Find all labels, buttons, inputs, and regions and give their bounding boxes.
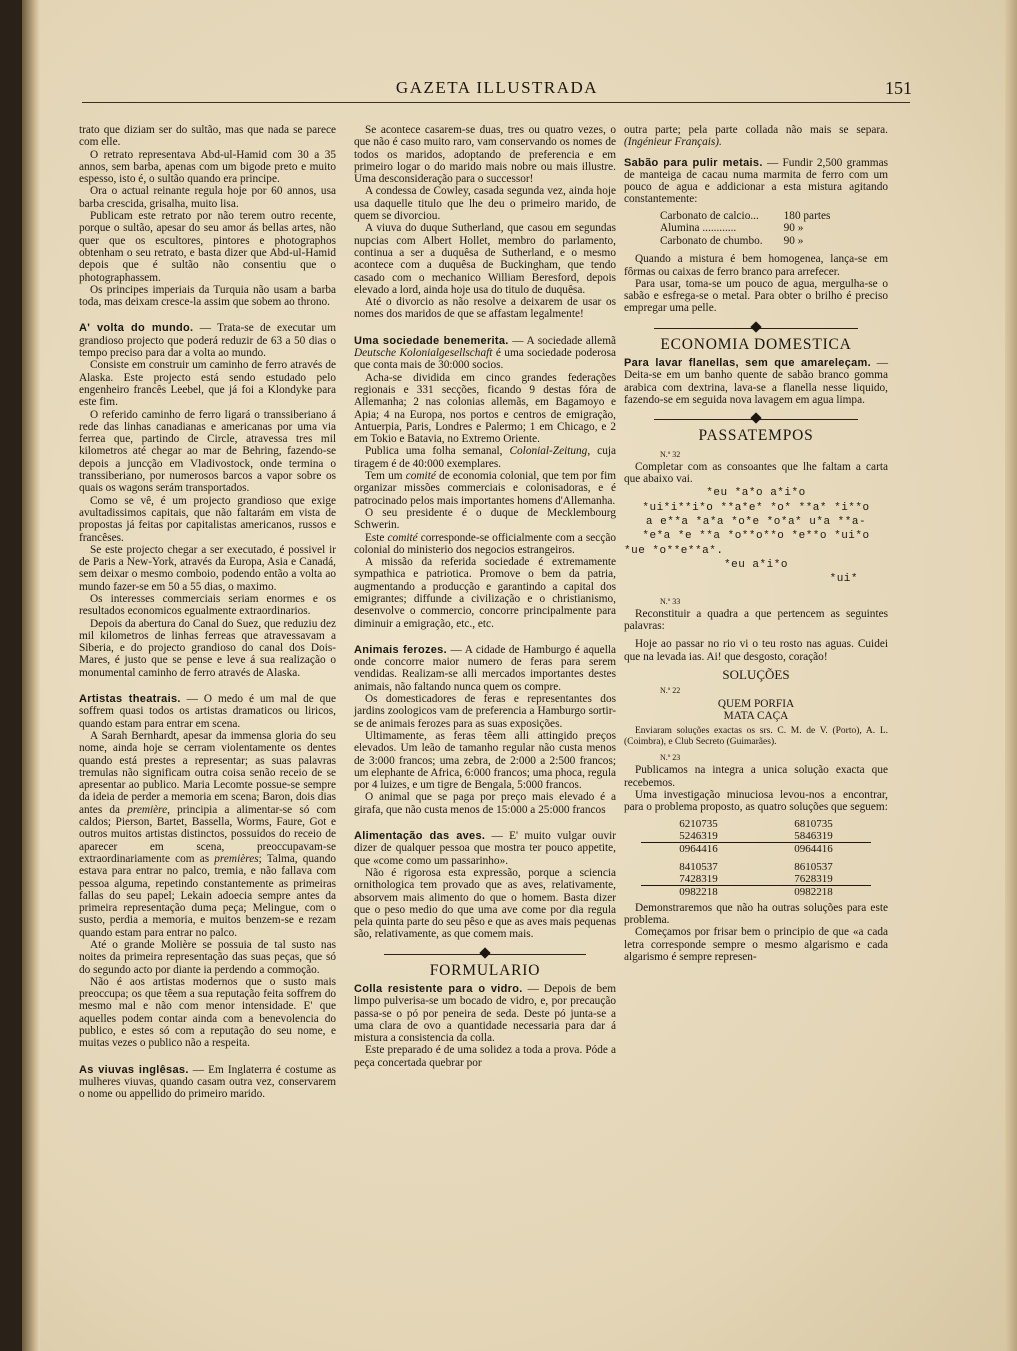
paragraph: Reconstituir a quadra a que pertencem as seguintes palavras: (624, 607, 888, 633)
paragraph: A condessa de Cowley, casada segunda vez, ainda hoje usa daquelle titulo que lhe deu o primeiro marido, de quem se divorciou. (354, 185, 616, 223)
paragraph: Se este projecto chegar a ser executado, é possivel ir de Paris a New-York, através da Europa, Asia e Canadá, sem deixar o mesmo comboio, podendo então a volta ao mundo fazer-se em 50 a 55 dias, o maximo. (79, 543, 336, 593)
paragraph: Tem um comité de economia colonial, que tem por fim organizar missões commerciais e colonisadoras, e é patrocinado pelos mais importantes homens d'Allemanha. (354, 470, 616, 507)
paragraph: Demonstraremos que não ha outras soluções para este problema. (624, 901, 888, 926)
section-title-formulario: FORMULARIO (429, 961, 541, 979)
section-ornament (624, 321, 888, 335)
article-colla: Colla resistente para o vidro. — Depois de bem limpo pulverisa-se um bocado de vidro, e, por precaução passa-se o pó por peneira de seda. Deste pó junta-se a uma clara de ovo a quantidade necessaria para dar á mistura a consistencia da colla. (354, 983, 616, 1045)
paragraph: Até o grande Molière se possuia de tal susto nas noites da primeira representação das suas peças, que só do segundo acto por diante ia perdendo a commoção. (79, 939, 336, 976)
paragraph: Se acontece casarem-se duas, tres ou quatro vezes, o que não é caso muito raro, vam conservando os nomes de todos os maridos, adoptando de preferencia e em primeiro logar o do marido mais nobre ou mais illustre. Uma desconsideração para o successor! (354, 124, 616, 186)
paragraph: O seu presidente é o duque de Mecklembourg Schwerin. (354, 506, 616, 532)
paragraph: Ora o actual reinante regula hoje por 60 annos, usa barba crescida, grisalha, muito lisa. (79, 185, 336, 210)
paragraph: Completar com as consoantes que lhe faltam a carta que abaixo vai. (624, 460, 888, 486)
paragraph: Não é aos artistas modernos que o susto mais preoccupa; os que têem a sua reputação feita soffrem do mesmo mal e não com menor intensidade. E' que aquelles podem contar ainda com a benevolencia do publico, e estes só com a reputação do seu nome, e muitas vezes o publico não a respeita. (79, 975, 336, 1050)
paragraph: Publicamos na integra a unica solução exacta que recebemos. (624, 764, 888, 789)
article-viuvas: As viuvas inglêsas. — Em Inglaterra é costume as mulheres viuvas, quando casam outra vez, conservarem o nome ou appellido do primeiro marido. (79, 1063, 336, 1101)
recipe-table (660, 210, 840, 248)
paragraph: Este preparado é de uma solidez a toda a prova. Póde a peça concertada quebrar por (354, 1044, 616, 1069)
page-edge (1005, 0, 1017, 1351)
paragraph: Publicam este retrato por não terem outro recente, porque o sultão, apesar do seu amor ás bellas artes, não quer que os escultores, pintores e photographos obtenham o seu retrato, e basta dizer que Abd-ul-Hamid depois que é sultão não consentiu que o photographassem. (79, 210, 336, 284)
header-rule (82, 102, 910, 103)
paragraph: Como se vê, é um projecto grandioso que exige avultadissimos capitais, que não faltarám em vista de propostas já feitas por capitalistas americanos, russos e francêses. (79, 494, 336, 544)
paragraph: Os interesses commerciais seriam enormes e os resultados economicos egualmente extraordinarios. (79, 592, 336, 618)
paragraph: Ultimamente, as feras têem alli attingido preços elevados. Um leão de tamanho regular não custa menos de 3:000 francos; uma zebra, de 2:000 a 2:500 francos; um elephante de Africa, 6:000 francos; uma phoca, regula por 4 luizes, e um tigre de Bengala, 5:000 francos. (354, 729, 616, 792)
puzzle-line: *ui* (829, 573, 858, 586)
article-heading: Sabão para pulir metais. (624, 156, 763, 169)
puzzle-number: N.º 33 (660, 596, 681, 606)
article-feras: Animais ferozes. — A cidade de Hamburgo é aquella onde concorre maior numero de feras para serem vendidas. Realizam-se alli mercados importantes destes animais, não faltando nunca quem os compre. (354, 643, 616, 693)
paragraph: Até o divorcio as não resolve a deixarem de usar os nomes dos maridos de que se affastam legalmente! (354, 296, 616, 321)
solution-line: QUEM PORFIA (717, 697, 795, 710)
paragraph: trato que diziam ser do sultão, mas que nada se parece com elle. (79, 124, 336, 149)
article-flanellas: Para lavar flanellas, sem que amareleçam. — Deita-se em um banho quente de sabão branco gomma arabica com dextrina, lava-se a flanella nesse liquido, fazendo-se em seguida nova lavagem em agua limpa. (624, 357, 888, 406)
paragraph: Publica uma folha semanal, Colonial-Zeitung, cuja tiragem é de 40:000 exemplares. (354, 445, 616, 470)
newspaper-page (22, 0, 1017, 1351)
paragraph: O retrato representava Abd-ul-Hamid com 30 a 35 annos, sem barba, apenas com um bigode preto e muito espesso, isto é, o sultão quando era principe. (79, 148, 336, 186)
paragraph: Hoje ao passar no rio vi o teu rosto nas aguas. Cuidei que na levada ias. Ai! que desgosto, coração! (624, 638, 888, 663)
paragraph: Não é rigorosa esta expressão, porque a sciencia ornithologica tem provado que as aves, relativamente, absorvem mais alimento do que o homem. Basta dizer que o peso medio do que uma ave come por dia regula pela quinta parte do seu pêso e que as aves mais pequenas são, relativamente, as que comem mais. (354, 866, 616, 941)
article-heading: A' volta do mundo. (79, 322, 194, 335)
column-3 (624, 124, 888, 963)
solutions-table: 6210735 6810735 5246319 5846319 0964416 0964416 8410537 8610537 7428319 7628319 0982218 0982218 (641, 818, 871, 898)
puzzle-line: a e**a *a*a *o*e *o*a* u*a **a- (645, 516, 867, 529)
page-number: 151 (885, 78, 912, 98)
puzzle-number: N.º 32 (660, 449, 681, 459)
paragraph: Consiste em construir um caminho de ferro através de Alaska. Este projecto está sendo estudado pelo engenheiro francês Leebel, que já foi a Klondyke para este fim. (79, 359, 336, 409)
recipe-row: Carbonato de calcio... 180 partes (660, 209, 831, 222)
publication-title: GAZETA ILLUSTRADA (395, 78, 599, 97)
solvers-note: Enviaram soluções exactas os srs. C. M. de V. (Porto), A. L. (Coimbra), e Club Secreto (Guimarães). (624, 726, 888, 748)
paragraph: Este comité corresponde-se officialmente com a secção colonial do ministerio dos negocios estrangeiros. (354, 531, 616, 556)
paragraph: O referido caminho de ferro ligará o transsiberiano á rede das linhas canadianas e americanas por uma via ferrea que, partindo de Circle, atravessa tres mil kilometros até chegar ao mar de Behring, fazendo-se depois a juncção em Vladivostock, onde termina o transsiberiano, por numerosos barcos a vapor sobre os quais os wagons serám transportados. (79, 408, 336, 495)
recipe-row: Alumina ............ 90 » (660, 222, 804, 235)
paragraph: Acha-se dividida em cinco grandes federações regionais e 331 secções, ficando 9 destas fóra de Allemanha; 2 nas colonias allemãs, em Bagamoyo e Apia; 4 na Europa, nos portos e centros de emigração, Antuerpia, Paris, Londres e Palermo; 1 em Chicago, e 2 em Tokio e Batavia, no Extremo Oriente. (354, 371, 616, 446)
article-aves: Alimentação das aves. — E' muito vulgar ouvir dizer de qualquer pessoa que mostra ter pouco appetite, que «come como um passarinho». (354, 830, 617, 867)
article-heading: Artistas theatrais. (79, 693, 181, 706)
section-title-solucoes: SOLUÇÕES (722, 667, 790, 682)
paragraph: A viuva do duque Sutherland, que casou em segundas nupcias com Albert Hollet, membro do parlamento, continua a ser a duquêsa de Sutherland, e o mesmo acontece com a duquêsa de Buckingham, que tendo casado com o mechanico William Beresford, depois elevado a lord, ainda hoje usa do titulo de duquêsa. (354, 222, 616, 296)
paragraph: outra parte; pela parte collada não mais se separa. (Ingénieur Français). (624, 124, 888, 149)
article-heading: Uma sociedade benemerita. (354, 334, 509, 347)
paragraph: Os domesticadores de feras e representantes dos jardins zoologicos vam de preferencia a Hamburgo sortir-se de animais ferozes para as suas exposições. (354, 693, 616, 730)
column-1 (79, 124, 336, 1101)
section-title-economia: ECONOMIA DOMESTICA (660, 335, 852, 353)
solution-line: MATA CAÇA (723, 709, 789, 722)
article-heading: Para lavar flanellas, sem que amareleçam. (624, 357, 871, 370)
article-heading: Animais ferozes. (354, 643, 447, 656)
article-heading: As viuvas inglêsas. (79, 1063, 189, 1076)
article-volta: A' volta do mundo. — Trata-se de executar um grandioso projecto que poderá reduzir de 63 a 50 dias o tempo preciso para dar a volta ao mundo. (79, 322, 336, 360)
column-2 (354, 124, 616, 1069)
article-heading: Alimentação das aves. (354, 830, 486, 843)
binding-fold (22, 0, 40, 1351)
puzzle-line: *eu a*i*o (724, 558, 788, 571)
puzzle-number: N.º 22 (660, 686, 681, 696)
paragraph: Começamos por frisar bem o principio de que «a cada letra corresponde sempre o mesmo algarismo e cada algarismo é sempre represen- (624, 926, 888, 963)
page-header (82, 78, 912, 102)
paragraph: A missão da referida sociedade é extremamente sympathica e patriotica. Promove o bem da patria, augmentando a producção e garantindo a capital dos emigrantes; diffunde a civilização e o christianismo, desenvolve o commercio, concorre principalmente para diminuir a emigração, etc., etc. (354, 556, 616, 630)
puzzle-line: *ui*i**i*o **a*e* *o* **a* *i**o (642, 501, 870, 514)
article-heading: Colla resistente para o vidro. (354, 983, 523, 995)
section-ornament (354, 947, 616, 961)
paragraph: Quando a mistura é bem homogenea, lança-se em fôrmas ou caixas de ferro branco para arrefecer. (624, 253, 888, 278)
article-sociedade: Uma sociedade benemerita. — A sociedade allemã Deutsche Kolonialgesellschaft é uma sociedade poderosa que conta mais de 30:000 socios. (354, 334, 616, 372)
paragraph: Uma investigação minuciosa levou-nos a encontrar, para o problema proposto, as quatro soluções que seguem: (624, 789, 888, 814)
puzzle-line: *eu *a*o a*i*o (706, 487, 806, 500)
paragraph: Os principes imperiais da Turquia não usam a barba toda, mas deixam cresce-la assim que sobem ao throno. (79, 283, 336, 309)
paragraph: Depois da abertura do Canal do Suez, que reduziu dez mil kilometros de linhas ferreas que atravessavam a Siberia, e do projecto grandioso do canal dos Dois-Mares, é justo que se pense e leve á sua realização o monumental caminho de ferro através de Alaska. (79, 617, 336, 679)
section-ornament (624, 412, 888, 426)
puzzle-line: *e*a *e **a *o**o**o *e**o *ui*o (642, 530, 870, 543)
section-title-passatempos: PASSATEMPOS (698, 427, 814, 445)
paragraph: A Sarah Bernhardt, apesar da immensa gloria do seu nome, ainda hoje se cerram violentamente os dentes quando está prestes a representar; as suas palavras tremulas não significam outra coisa senão receio de se apresentar ao publico. Maria Lecomte possue-se sempre da ideia de perder a memoria em scena; Baron, dois dias antes da première, principia a alimentar-se só com caldos; Pierson, Bartet, Bassella, Worms, Faure, Got e outros muitos artistas distinctos, possuidos do receio de aparecer em scena, preoccupavam-se extraordinariamente com as premières; Talma, quando estava para entrar no palco, tremia, e não fallava com pessoa alguma, repetindo constantemente as primeiras fallas do seu papel; Lekain adoecia sempre antes da primeira representação duma peça; Melingue, com o susto, perdia a memoria, e muitos benzem-se e rezam quando estam para entrar no palco. (79, 729, 336, 939)
paragraph: O animal que se paga por preço mais elevado é a girafa, que não custa menos de 15:000 a 25:000 francos (354, 791, 616, 816)
article-artistas: Artistas theatrais. — O medo é um mal de que soffrem quasi todos os artistas dramaticos ou liricos, quando estam para entrar em scena. (79, 693, 336, 730)
article-sabao: Sabão para pulir metais. — Fundir 2,500 grammas de manteiga de cacau numa marmita de ferro com um pouco de agua e addicionar a esta mistura agitando constantemente: (624, 156, 888, 206)
paragraph: Para usar, toma-se um pouco de agua, mergulha-se o sabão e esfrega-se o metal. Para obter o brilho é preciso empregar uma pelle. (624, 277, 888, 315)
recipe-row: Carbonato de chumbo. 90 » (660, 234, 804, 247)
puzzle-line: *ue *o**e**a*. (624, 544, 724, 557)
puzzle-number: N.º 23 (660, 753, 681, 763)
